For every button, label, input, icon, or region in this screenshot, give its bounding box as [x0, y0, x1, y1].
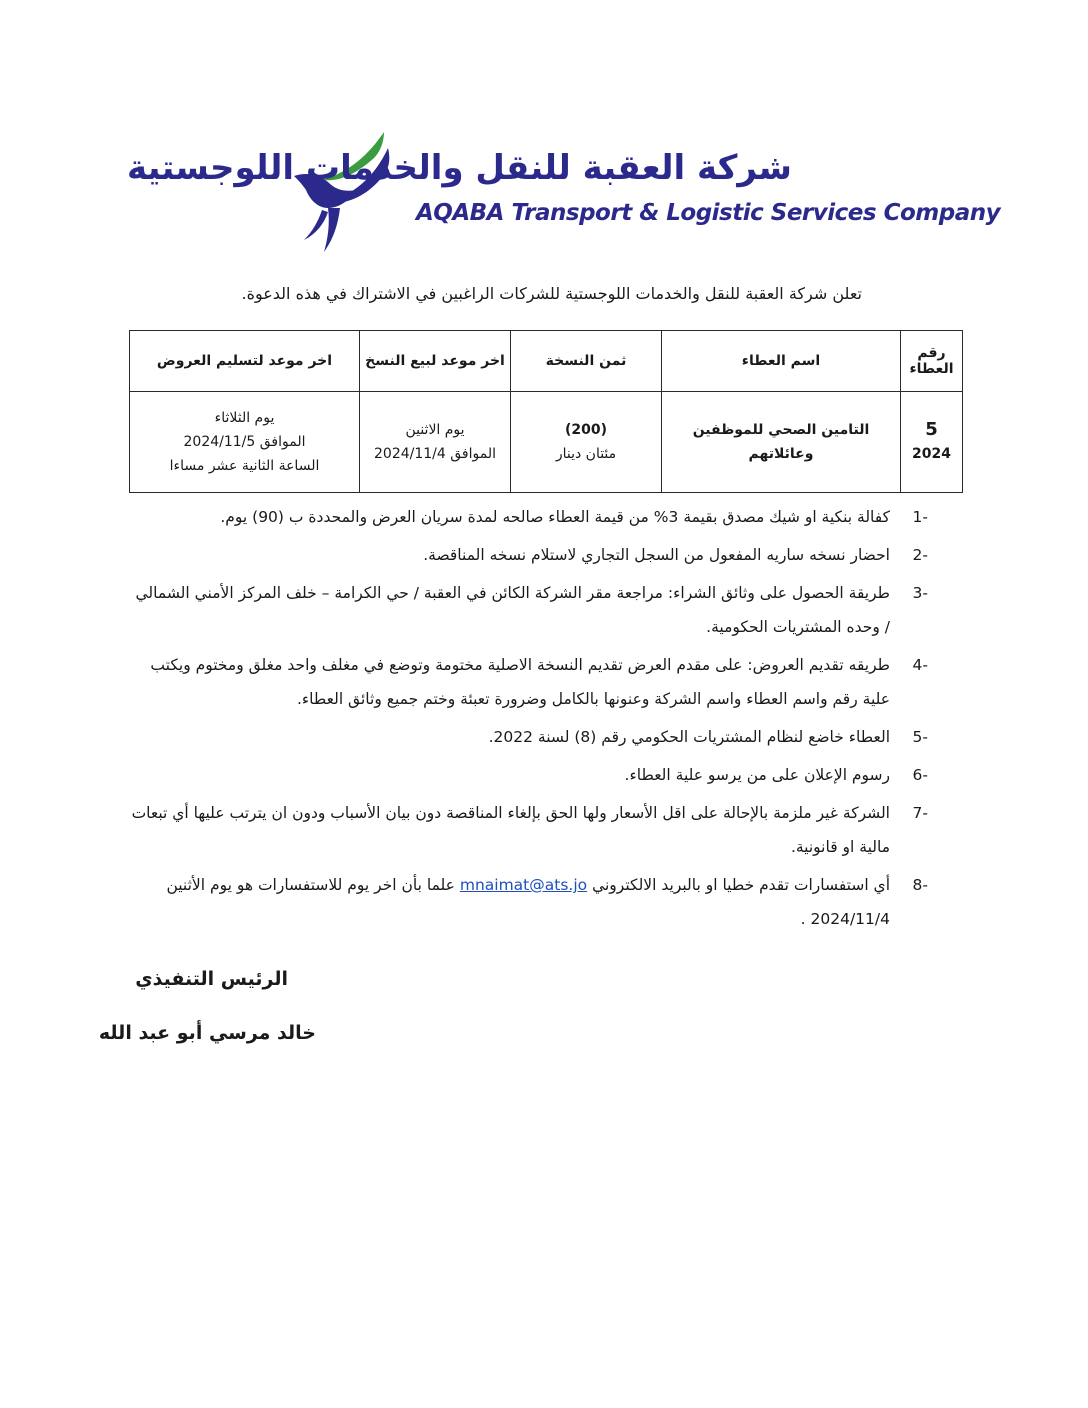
- price-number: (200): [564, 422, 608, 438]
- table-row: [130, 392, 963, 493]
- item-text-continued: علما بأن اخر يوم للاستفسارات هو يوم الأثنين 2024/11/4 .: [166, 876, 890, 928]
- list-item: [128, 500, 928, 534]
- item-text: الشركة غير ملزمة بالإحالة على اقل الأسعار ولها الحق بإلغاء المناقصة دون بيان الأسباب ودون ان يترتب عليها أي تبعات مالية او قانونية.: [131, 804, 890, 856]
- item-number: 6-: [912, 766, 928, 784]
- item-text: كفالة بنكية او شيك مصدق بقيمة 3% من قيمة العطاء صالحه لمدة سريان العرض والمحددة ب (90) يوم.: [220, 508, 890, 526]
- item-number: 1-: [912, 508, 928, 526]
- announcement-intro: تعلن شركة العقبة للنقل والخدمات اللوجستية للشركات الراغبين في الاشتراك في هذه الدعوة.: [241, 284, 862, 303]
- sale-date: الموافق 2024/11/4: [374, 446, 496, 462]
- signatory-title: الرئيس التنفيذي: [135, 968, 288, 990]
- item-number: 3-: [912, 584, 928, 602]
- list-item: [128, 576, 928, 644]
- tender-number: 5: [925, 419, 938, 440]
- list-item: [128, 720, 928, 754]
- item-number: 4-: [912, 656, 928, 674]
- header-number: رقم العطاء: [901, 331, 963, 392]
- item-text: أي استفسارات تقدم خطيا او بالبريد الالكتروني: [592, 876, 890, 894]
- item-text: طريقة الحصول على وثائق الشراء: مراجعة مقر الشركة الكائن في العقبة / حي الكرامة – خلف المركز الأمني الشمالي / وحده المشتريات الحكومية.: [135, 584, 890, 636]
- list-item: [128, 868, 928, 936]
- signatory-name: خالد مرسي أبو عبد الله: [98, 1022, 316, 1044]
- cell-number: [901, 392, 963, 493]
- submit-time: الساعة الثانية عشر مساءا: [169, 458, 320, 474]
- cell-sale-deadline: [360, 392, 511, 493]
- company-logo: [126, 128, 1001, 258]
- company-name-english: AQABA Transport & Logistic Services Company: [416, 200, 1001, 226]
- email-link[interactable]: mnaimat@ats.jo: [459, 876, 588, 894]
- header-price: ثمن النسخة: [511, 331, 662, 392]
- tender-year: 2024: [912, 446, 951, 462]
- header-submit-deadline: اخر موعد لتسليم العروض: [130, 331, 360, 392]
- cell-price: [511, 392, 662, 493]
- table-header-row: [130, 331, 963, 392]
- cell-submit-deadline: [130, 392, 360, 493]
- price-text: مئتان دينار: [555, 446, 617, 462]
- list-item: [128, 758, 928, 792]
- cell-tender-name: التامين الصحي للموظفين وعائلاتهم: [662, 392, 901, 493]
- item-text: رسوم الإعلان على من يرسو علية العطاء.: [624, 766, 890, 784]
- tender-table: [129, 330, 963, 493]
- item-number: 2-: [912, 546, 928, 564]
- conditions-list: [128, 500, 928, 940]
- item-number: 8-: [912, 876, 928, 894]
- submit-day: يوم الثلاثاء: [214, 410, 275, 426]
- list-item: [128, 796, 928, 864]
- item-number: 7-: [912, 804, 928, 822]
- sale-day: يوم الاثنين: [405, 422, 465, 438]
- company-name-arabic: شركة العقبة للنقل والخدمات اللوجستية: [126, 148, 792, 188]
- list-item: [128, 538, 928, 572]
- list-item: [128, 648, 928, 716]
- item-number: 5-: [912, 728, 928, 746]
- item-text: العطاء خاضع لنظام المشتريات الحكومي رقم (8) لسنة 2022.: [488, 728, 890, 746]
- header-sale-deadline: اخر موعد لبيع النسخ: [360, 331, 511, 392]
- item-text: احضار نسخه ساريه المفعول من السجل التجاري لاستلام نسخه المناقصة.: [423, 546, 890, 564]
- item-text: طريقه تقديم العروض: على مقدم العرض تقديم النسخة الاصلية مختومة وتوضع في مغلف واحد مغلق ومختوم ويكتب علية رقم واسم العطاء واسم الشركة وعنونها بالكامل وضرورة تعبئة وختم جميع وثائق العطاء.: [150, 656, 890, 708]
- submit-date: الموافق 2024/11/5: [183, 434, 306, 450]
- header-name: اسم العطاء: [662, 331, 901, 392]
